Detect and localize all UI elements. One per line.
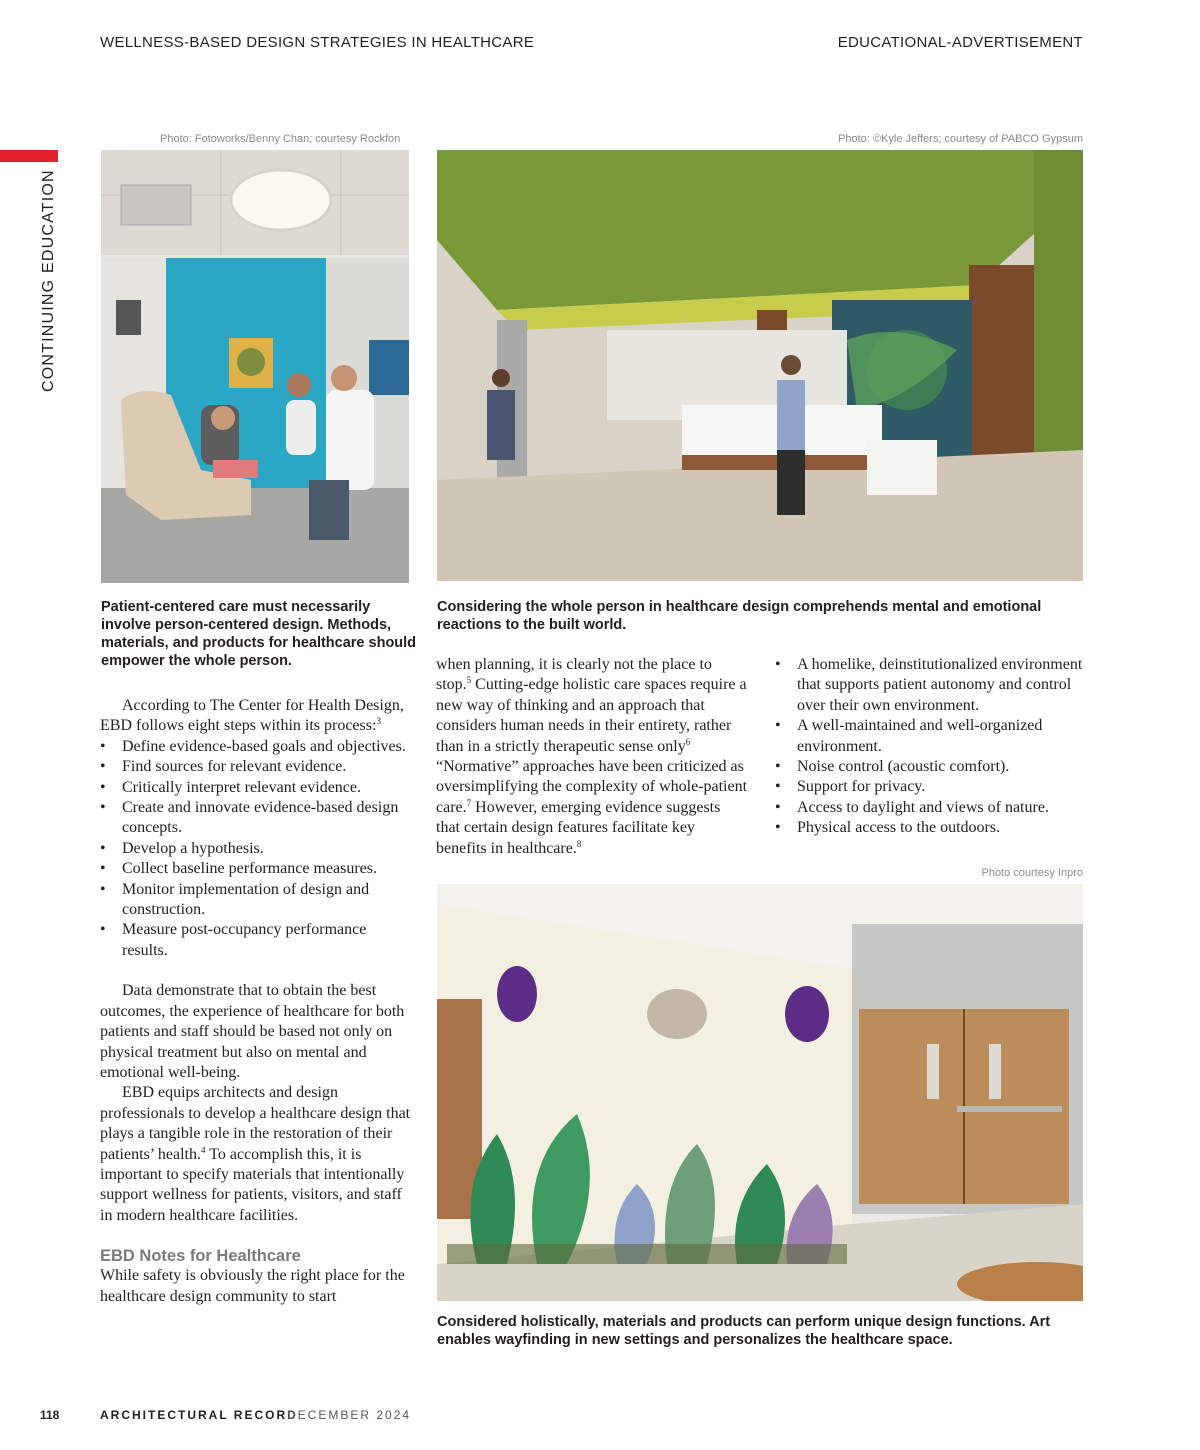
text-segment: “Normative” approaches have been criticized as oversimplifying the complexity of whole-patient care. (436, 758, 748, 816)
photo-credit-corridor: Photo courtesy Inpro (981, 867, 1083, 879)
list-item: • Critically interpret relevant evidence. (100, 778, 412, 798)
paragraph-ebd-equips (100, 1083, 412, 1226)
list-item: • Measure post-occupancy performance results. (100, 920, 412, 961)
page-number: 118 (40, 1408, 60, 1422)
text-ebd-equips-b: To accomplish this, it is important to specify materials that intentionally support wellness for patients, visitors, and staff in modern healthcare facilities. (100, 1145, 405, 1224)
list-item: • A well-maintained and well-organized environment. (775, 716, 1087, 757)
list-item: • Access to daylight and views of nature. (775, 798, 1087, 818)
column-2 (436, 655, 748, 859)
photo-corridor-mural (437, 884, 1083, 1301)
list-item: • Support for privacy. (775, 777, 1087, 797)
text-ebd-equips-a: EBD equips architects and design professionals to develop a healthcare design that plays a tangible role in the restoration of their patients’ health. (100, 1084, 411, 1163)
list-item: • Collect baseline performance measures. (100, 859, 412, 879)
exam-room-illustration (101, 150, 409, 583)
reception-illustration (437, 150, 1083, 581)
section-label: CONTINUING EDUCATION (40, 169, 57, 392)
footnote-ref-7: 7 (466, 797, 472, 808)
text-segment: Cutting-edge holistic care spaces require a new way of thinking and an approach that considers human needs in their entirety, rather than in a strictly therapeutic sense only (436, 676, 747, 755)
text-segment: However, emerging evidence suggests that certain design features facilitate key benefits in healthcare. (436, 798, 721, 857)
corridor-mural-illustration (437, 884, 1083, 1301)
paragraph-continuation (436, 655, 748, 859)
paragraph-data-demonstrate: Data demonstrate that to obtain the best outcomes, the experience of healthcare for both patients and staff should be based not only on physical treatment but also on mental and emotional well-being. (100, 982, 405, 1081)
ebd-steps-list (100, 737, 412, 961)
section-color-tab (0, 150, 58, 162)
list-item: • A homelike, deinstitutionalized environment that supports patient autonomy and control over their own environment. (775, 655, 1087, 716)
caption-reception: Considering the whole person in healthcare design comprehends mental and emotional reactions to the built world. (437, 599, 1042, 633)
footnote-ref-4: 4 (201, 1144, 206, 1155)
footnote-ref-3: 3 (376, 716, 381, 727)
footnote-ref-6: 6 (685, 736, 691, 747)
list-item: • Define evidence-based goals and objectives. (100, 737, 412, 757)
paragraph-ebd-steps-intro (100, 696, 412, 737)
magazine-name: ARCHITECTURAL RECORD (100, 1408, 298, 1422)
paragraph-ebd-notes: While safety is obviously the right place for the healthcare design community to start (100, 1267, 405, 1305)
running-header-title: WELLNESS-BASED DESIGN STRATEGIES IN HEALTHCARE (100, 34, 535, 51)
list-item: • Find sources for relevant evidence. (100, 757, 412, 777)
column-1 (100, 696, 412, 1307)
caption-corridor: Considered holistically, materials and products can perform unique design functions. Art enables wayfinding in new settings and personalizes the healthcare space. (437, 1314, 1051, 1348)
caption-exam-room: Patient-centered care must necessarily involve person-centered design. Methods, materials, and products for healthcare should empower the whole person. (101, 599, 417, 669)
photo-exam-room (101, 150, 409, 583)
text-segment: when planning, it is clearly not the place to stop. (436, 656, 712, 694)
list-item: • Physical access to the outdoors. (775, 818, 1087, 838)
list-item: • Develop a hypothesis. (100, 839, 412, 859)
column-3 (775, 655, 1087, 839)
list-item: • Create and innovate evidence-based design concepts. (100, 798, 412, 839)
issue-date: DECEMBER 2024 (287, 1408, 412, 1422)
subheading-ebd-notes: EBD Notes for Healthcare (100, 1247, 301, 1266)
text-ebd-steps-intro: According to The Center for Health Design, EBD follows eight steps within its process: (100, 697, 404, 735)
footnote-ref-8: 8 (576, 838, 582, 849)
design-features-list (775, 655, 1087, 839)
photo-credit-exam-room: Photo: Fotoworks/Benny Chan; courtesy Rockfon (160, 133, 401, 145)
photo-credit-reception: Photo: ©Kyle Jeffers; courtesy of PABCO Gypsum (838, 133, 1083, 145)
list-item: • Noise control (acoustic comfort). (775, 757, 1087, 777)
footnote-ref-5: 5 (466, 675, 472, 686)
running-header-label: EDUCATIONAL-ADVERTISEMENT (837, 34, 1083, 51)
photo-reception (437, 150, 1083, 581)
list-item: • Monitor implementation of design and construction. (100, 880, 412, 921)
